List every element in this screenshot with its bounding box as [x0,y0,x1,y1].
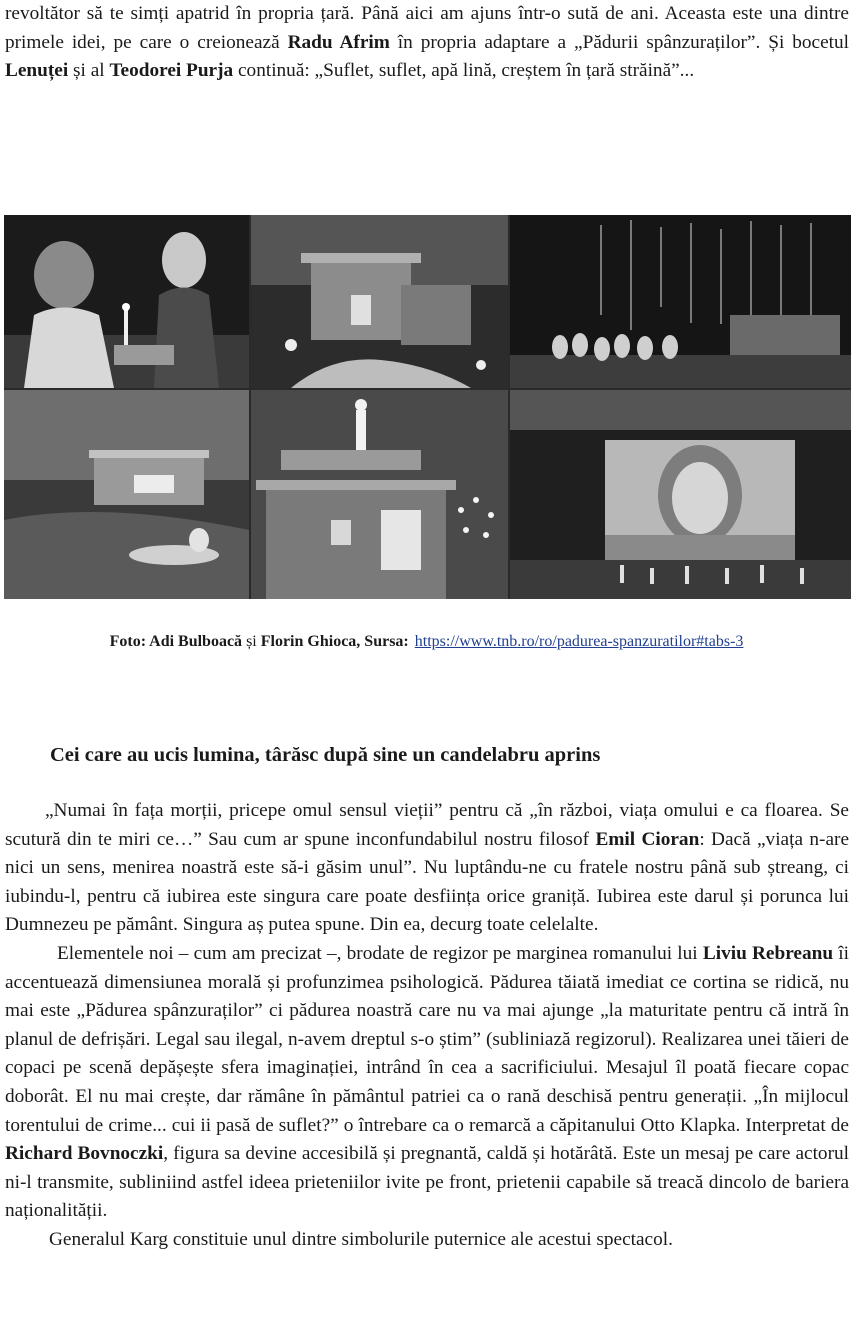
section-heading: Cei care au ucis lumina, târăsc după sine un candelabru aprins [50,744,601,766]
body-p2-text-b: îi accentuează dimensiunea morală și profunzimea psihologică. Pădurea tăiată imediat ce cortina se ridică, nu mai este „Pădurea spânzuraților” ci pădurea noastră care nu va mai ajunge „la maturitate pentru că intră în planul de defrișări. Legal sau ilegal, n-avem dreptul s-o știm” (subliniază regizorul). Realizarea unei tăieri de copaci pe scenă depășește sfera imaginației, intrând în cea a sacrificiului. Mesajul îl poată fiecare copac doborât. El nu mai crește, dar rămâne în pământul patriei ca o rană deschisă pentru generații. „În mijlocul torentului de crime... cui ii pasă de suflet?” o întrebare ca o remarcă a căpitanului Otto Klapka. Interpretat de [5,942,849,1136]
intro-text-2: în propria adaptare a „Pădurii spânzuraților”. Și bocetul [389,31,849,53]
photo-gallery [4,215,851,599]
credit-conjunction: și [246,633,257,650]
photo-5 [251,390,508,599]
photo-6 [510,390,851,599]
philosopher-name: Emil Cioran [595,828,700,850]
body-p1-text-a: „Numai în fața morții, pricepe omul sensul vieții” pentru că „în război, viața omului e ca floarea. Se scutură din te miri ce…” Sau cum ar spune inconfundabilul nostru filosof [5,800,849,850]
photo-1 [4,215,249,388]
character-name-lenuta: Lenuței [5,60,69,82]
body-p3-text: Generalul Karg constituie unul dintre simbolurile puternice ale acestui spectacol. [49,1228,673,1250]
intro-paragraph [5,0,849,86]
body-p2-text-c: , figura sa devine accesibilă și pregnantă, caldă și hotărâtă. Este un mesaj pe care actorul ni-l transmite, subliniind astfel ideea prieteniilor ivite pe front, prietenii capabile să treacă dincolo de bariera naționalității. [5,1143,849,1222]
character-name-teodora: Teodorei Purja [109,60,234,82]
photo-credit [0,633,853,651]
body-p1-text-b: : Dacă „viața n-are nici un sens, menirea noastră este să-i găsim unul”. Nu luptându-ne cu fratele nostru până sub ștreang, ci iubindu-l, pentru că iubirea este singura care poate desființa orice graniță. Iubirea este darul și porunca lui Dumnezeu pe pământ. Singura aș putea spune. Din ea, decurg toate celelalte. [5,828,849,936]
source-link[interactable]: https://www.tnb.ro/ro/padurea-spanzuratilor#tabs-3 [414,633,744,650]
body-paragraph-3 [5,1226,849,1255]
body-p2-text-a: Elementele noi – cum am precizat –, brodate de regizor pe marginea romanului lui [57,942,703,964]
actor-name: Richard Bovnoczki [5,1143,164,1165]
intro-text-3: și al [68,60,110,82]
intro-text-1: revoltător să te simți apatrid în propria țară. Până aici am ajuns într-o sută de ani. Aceasta este una dintre primele idei, pe care o creionează [5,3,849,53]
photo-3 [510,215,851,388]
body-paragraph-1 [5,797,849,940]
credit-photographer-1: Foto: Adi Bulboacă [109,633,243,650]
director-name: Radu Afrim [287,31,390,53]
novelist-name: Liviu Rebreanu [702,942,834,964]
photo-4 [4,390,249,599]
credit-photographer-2: Florin Ghioca, Sursa: [260,633,409,650]
body-paragraph-2 [5,940,849,1226]
body-text [5,797,849,1255]
photo-2 [251,215,508,388]
intro-text-4: continuă: „Suflet, suflet, apă lină, creștem în țară străină”... [233,60,695,82]
